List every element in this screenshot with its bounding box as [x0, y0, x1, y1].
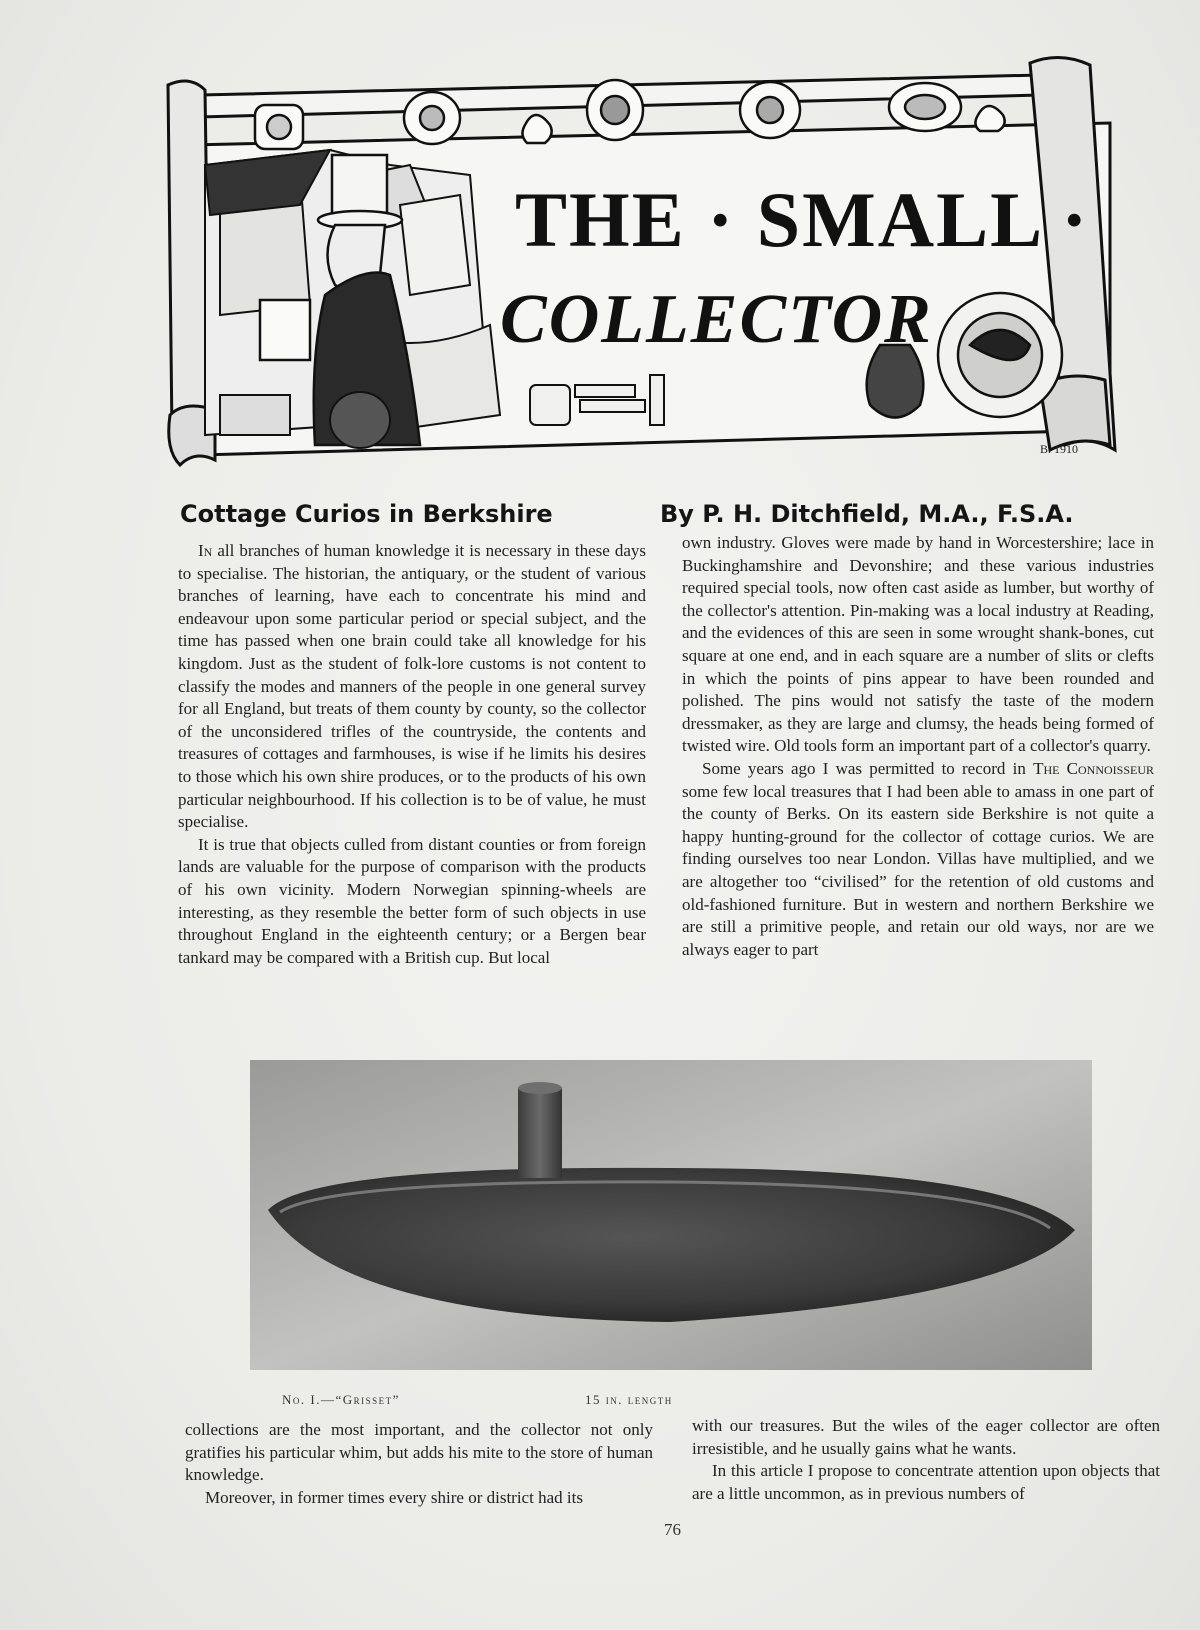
drop-initial: In [198, 541, 213, 560]
paragraph: Moreover, in former times every shire or district had its [205, 1487, 583, 1507]
page-number: 76 [664, 1520, 681, 1539]
banner-illustration [160, 55, 1150, 495]
paragraph: collections are the most important, and the collector not only gratifies his particular whim, but adds his mite to the store of human knowledge. [185, 1420, 653, 1485]
paragraph: with our treasures. But the wiles of the eager collector are often irresistible, and he usually gains what he wants. [692, 1416, 1160, 1458]
column-bottom-left [185, 1419, 653, 1509]
grisset-photo [250, 1060, 1092, 1370]
column-top-right [682, 532, 1154, 961]
banner-title-line1: THE · SMALL · [515, 176, 1090, 263]
paragraph [178, 540, 646, 834]
paragraph-text: Some years ago I was permitted to record in [702, 758, 1034, 778]
paragraph: In this article I propose to concentrate attention upon objects that are a little uncommon, as in previous numbers of [692, 1461, 1160, 1503]
paragraph: It is true that objects culled from distant counties or from foreign lands are valuable for the purpose of comparison with the products of his own vicinity. Modern Norwegian spinning-wheels are interesting, as they resemble the better form of such objects in use throughout England in the eighteenth century; or a Bergen bear tankard may be compared with a British cup. But local [178, 834, 646, 967]
figure-caption-label: No. I.—“Grisset” [282, 1392, 400, 1407]
paragraph [682, 758, 1154, 961]
paragraph-text: all branches of human knowledge it is necessary in these days to specialise. The historian, the antiquary, or the student of various branches of learning, have each to concentrate his mind and endeavour upon some particular period or special subject, and the time has passed when one brain could take all knowledge for his kingdom. Just as the student of folk-lore customs is not content to classify the modes and manners of the people in one general survey for all England, but treats of them county by county, so the collector of the unconsidered trifles of the countryside, the contents and treasures of cottages and farmhouses, is wise if he limits his desires to those which his own shire produces, or to the products of his own particular neighbourhood. If his collection is to be of value, he must specialise. [178, 541, 646, 832]
magazine-name: The Connoisseur [1033, 758, 1154, 778]
header-banner [160, 55, 1150, 495]
column-top-left [178, 540, 646, 969]
paragraph: own industry. Gloves were made by hand in Worcestershire; lace in Buckinghamshire and Devonshire; and these various industries required special tools, now often cast aside as lumber, but worthy of the collector's attention. Pin-making was a local industry at Reading, and the evidences of this are seen in some wrought shank-bones, cut square at one end, and in each square are a number of slits or clefts in which the points of pins appear to have been rounded and polished. The pins would not satisfy the taste of the modern dressmaker, as they are large and clumsy, the heads being formed of twisted wire. Old tools form an important part of a collector's quarry. [682, 533, 1154, 756]
banner-title-line2: COLLECTOR [500, 281, 933, 358]
paragraph-text: some few local treasures that I had been able to amass in one part of the county of Berks. On its eastern side Berkshire is not quite a happy hunting-ground for the collector of cottage curios. We are finding ourselves too near London. Villas have multiplied, and we are altogether too “civilised” for the retention of old customs and old-fashioned furniture. But in western and northern Berkshire we are still a primitive people, and retain our old ways, nor are we always eager to part [682, 781, 1154, 959]
article-byline: By P. H. Ditchfield, M.A., F.S.A. [660, 500, 1074, 528]
column-bottom-right [692, 1415, 1160, 1505]
figure-caption-dimension: 15 in. length [585, 1392, 673, 1407]
artist-signature: B. 1910 [1040, 442, 1079, 456]
article-title: Cottage Curios in Berkshire [180, 500, 553, 528]
